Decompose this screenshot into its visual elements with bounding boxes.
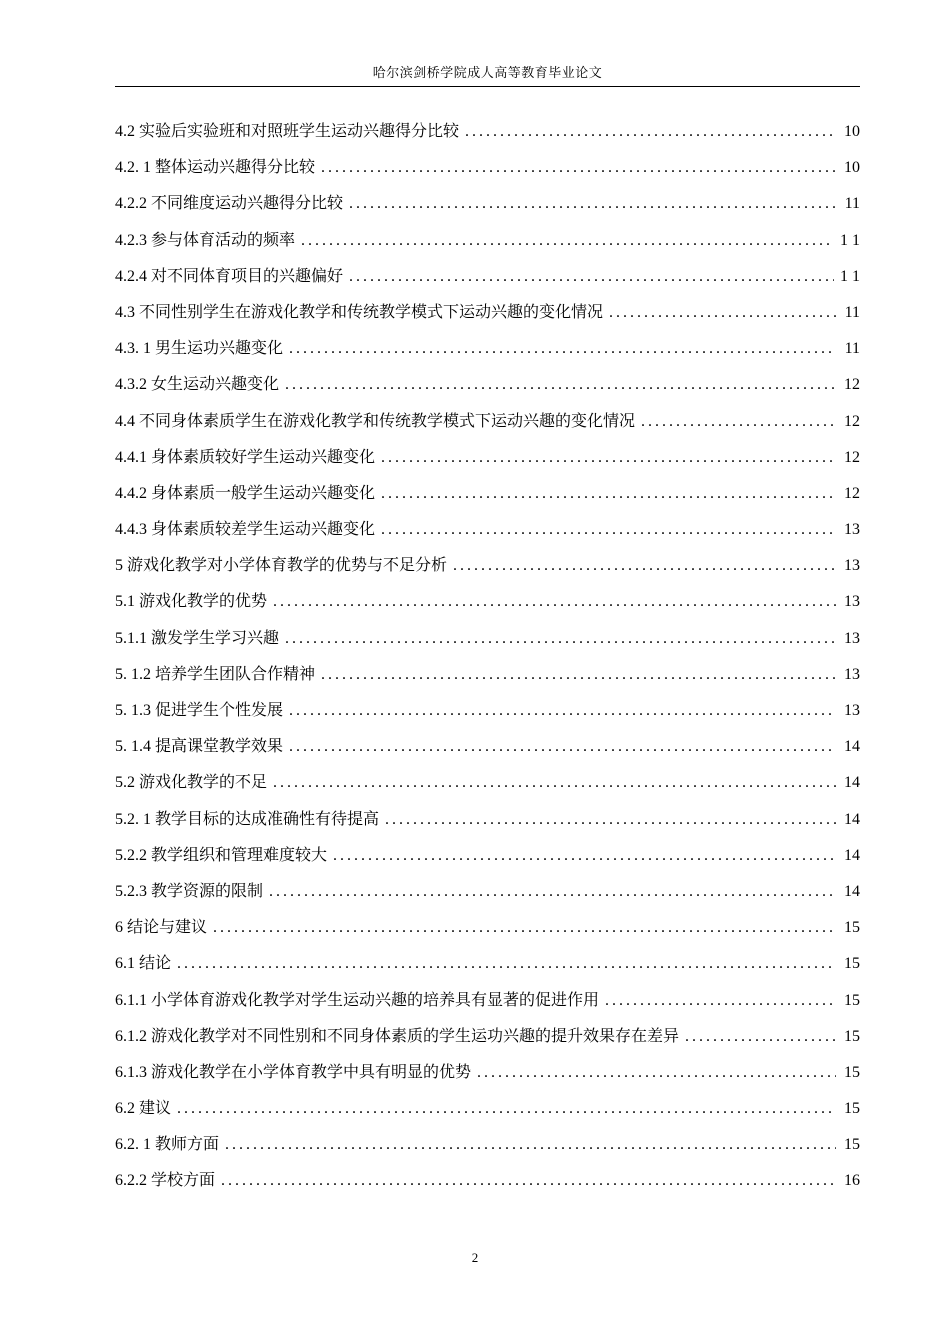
- toc-dot-leader: [273, 584, 836, 620]
- toc-entry-title: 6.1.1 小学体育游戏化教学对学生运动兴趣的培养具有显著的促进作用: [115, 991, 600, 1009]
- toc-entry[interactable]: [115, 838, 860, 874]
- toc-dot-leader: [349, 186, 836, 222]
- toc-dot-leader: [385, 802, 836, 838]
- toc-entry-title: 4.3 不同性别学生在游戏化教学和传统教学模式下运动兴趣的变化情况: [115, 303, 604, 321]
- toc-dot-leader: [269, 874, 836, 910]
- toc-entry-page: 13: [844, 629, 860, 647]
- toc-entry[interactable]: [115, 440, 860, 476]
- toc-entry-title: 4.4 不同身体素质学生在游戏化教学和传统教学模式下运动兴趣的变化情况: [115, 412, 636, 430]
- toc-entry[interactable]: [115, 1127, 860, 1163]
- toc-dot-leader: [289, 693, 836, 729]
- toc-entry-title: 4.2.2 不同维度运动兴趣得分比较: [115, 195, 344, 213]
- toc-entry[interactable]: [115, 295, 860, 331]
- toc-entry[interactable]: [115, 910, 860, 946]
- toc-entry-title: 5.2 游戏化教学的不足: [115, 774, 268, 792]
- toc-entry-page: 11: [844, 195, 860, 213]
- toc-entry[interactable]: [115, 259, 860, 295]
- toc-entry-page: 14: [844, 738, 860, 756]
- toc-dot-leader: [641, 404, 836, 440]
- toc-entry[interactable]: [115, 114, 860, 150]
- toc-entry[interactable]: [115, 476, 860, 512]
- toc-entry-title: 6.1.2 游戏化教学对不同性别和不同身体素质的学生运功兴趣的提升效果存在差异: [115, 1027, 680, 1045]
- toc-entry[interactable]: [115, 1163, 860, 1199]
- toc-entry-title: 4.3.2 女生运动兴趣变化: [115, 376, 280, 394]
- toc-entry-page: 10: [844, 159, 860, 177]
- toc-entry-title: 4.4.2 身体素质一般学生运动兴趣变化: [115, 484, 376, 502]
- toc-dot-leader: [605, 983, 836, 1019]
- toc-entry-page: 14: [844, 810, 860, 828]
- toc-entry-page: 13: [844, 521, 860, 539]
- toc-dot-leader: [289, 331, 836, 367]
- toc-entry-title: 5.1.1 激发学生学习兴趣: [115, 629, 280, 647]
- toc-entry-title: 6.2.2 学校方面: [115, 1172, 216, 1190]
- toc-entry-page: 13: [844, 665, 860, 683]
- toc-entry-page: 1 1: [840, 267, 860, 285]
- toc-dot-leader: [609, 295, 836, 331]
- toc-dot-leader: [381, 512, 836, 548]
- toc-dot-leader: [289, 729, 836, 765]
- toc-entry[interactable]: [115, 548, 860, 584]
- toc-entry-page: 15: [844, 1100, 860, 1118]
- toc-dot-leader: [225, 1127, 836, 1163]
- toc-entry[interactable]: [115, 186, 860, 222]
- toc-entry-title: 5.2.2 教学组织和管理难度较大: [115, 846, 328, 864]
- toc-entry-page: 14: [844, 882, 860, 900]
- toc-entry-title: 5. 1.2 培养学生团队合作精神: [115, 665, 316, 683]
- toc-entry[interactable]: [115, 657, 860, 693]
- toc-entry-title: 6.1.3 游戏化教学在小学体育教学中具有明显的优势: [115, 1063, 472, 1081]
- toc-entry-page: 14: [844, 846, 860, 864]
- toc-entry[interactable]: [115, 150, 860, 186]
- toc-entry[interactable]: [115, 331, 860, 367]
- toc-entry-page: 10: [844, 123, 860, 140]
- toc-entry[interactable]: [115, 512, 860, 548]
- toc-entry[interactable]: [115, 802, 860, 838]
- toc-entry-title: 4.2. 1 整体运动兴趣得分比较: [115, 159, 316, 177]
- toc-dot-leader: [381, 440, 836, 476]
- toc-entry-page: 11: [844, 340, 860, 358]
- toc-entry-page: 13: [844, 557, 860, 575]
- toc-dot-leader: [453, 548, 836, 584]
- toc-entry-title: 4.2 实验后实验班和对照班学生运动兴趣得分比较: [115, 123, 460, 140]
- toc-entry-page: 1 1: [840, 231, 860, 249]
- toc-dot-leader: [381, 476, 836, 512]
- toc-entry-page: 16: [844, 1172, 860, 1190]
- toc-entry-title: 5. 1.3 促进学生个性发展: [115, 702, 284, 719]
- toc-dot-leader: [221, 1163, 836, 1199]
- toc-entry-page: 15: [844, 1027, 860, 1045]
- toc-entry[interactable]: [115, 874, 860, 910]
- toc-entry-title: 6.2. 1 教师方面: [115, 1136, 220, 1154]
- toc-dot-leader: [685, 1019, 836, 1055]
- page-number: 2: [471, 1250, 479, 1265]
- toc-entry-title: 4.2.4 对不同体育项目的兴趣偏好: [115, 267, 344, 285]
- toc-dot-leader: [273, 765, 836, 801]
- toc-entry-title: 6 结论与建议: [115, 919, 208, 937]
- toc-entry-page: 13: [844, 593, 860, 611]
- toc-entry-page: 15: [844, 1136, 860, 1154]
- toc-entry-title: 4.2.3 参与体育活动的频率: [115, 231, 296, 249]
- toc-entry-title: 4.3. 1 男生运功兴趣变化: [115, 340, 284, 358]
- toc-entry-title: 5.2.3 教学资源的限制: [115, 882, 264, 900]
- toc-dot-leader: [301, 223, 834, 259]
- toc-dot-leader: [333, 838, 836, 874]
- toc-entry-title: 5 游戏化教学对小学体育教学的优势与不足分析: [115, 557, 448, 575]
- header-divider: [115, 86, 860, 87]
- toc-entry-title: 5.2. 1 教学目标的达成准确性有待提高: [115, 810, 380, 828]
- toc-dot-leader: [321, 657, 836, 693]
- toc-entry[interactable]: [115, 1091, 860, 1127]
- toc-entry-title: 4.4.3 身体素质较差学生运动兴趣变化: [115, 521, 376, 539]
- toc-entry-page: 12: [844, 448, 860, 466]
- toc-entry-title: 5.1 游戏化教学的优势: [115, 593, 268, 611]
- toc-dot-leader: [285, 367, 836, 403]
- toc-dot-leader: [477, 1055, 836, 1091]
- toc-entry[interactable]: [115, 584, 860, 620]
- toc-entry-page: 12: [844, 376, 860, 394]
- table-of-contents: [115, 114, 860, 1200]
- toc-entry-page: 12: [844, 484, 860, 502]
- page-header: 哈尔滨剑桥学院成人高等教育毕业论文: [372, 65, 603, 80]
- toc-entry[interactable]: [115, 983, 860, 1019]
- toc-entry[interactable]: [115, 223, 860, 259]
- toc-entry[interactable]: [115, 946, 860, 982]
- toc-entry[interactable]: [115, 729, 860, 765]
- toc-entry-page: 12: [844, 412, 860, 430]
- toc-entry-title: 5. 1.4 提高课堂教学效果: [115, 738, 284, 756]
- toc-entry[interactable]: [115, 1019, 860, 1055]
- toc-entry-title: 4.4.1 身体素质较好学生运动兴趣变化: [115, 448, 376, 466]
- toc-entry-title: 6.2 建议: [115, 1100, 172, 1118]
- toc-entry-page: 15: [844, 919, 860, 937]
- toc-entry-page: 15: [844, 991, 860, 1009]
- toc-dot-leader: [321, 150, 836, 186]
- toc-entry-page: 11: [844, 303, 860, 321]
- toc-entry[interactable]: [115, 367, 860, 403]
- toc-dot-leader: [213, 910, 836, 946]
- toc-entry[interactable]: [115, 404, 860, 440]
- toc-entry[interactable]: [115, 621, 860, 657]
- toc-entry-page: 13: [844, 702, 860, 719]
- toc-entry-page: 15: [844, 1063, 860, 1081]
- toc-entry[interactable]: [115, 693, 860, 729]
- toc-dot-leader: [177, 1091, 836, 1127]
- toc-entry[interactable]: [115, 765, 860, 801]
- toc-entry-page: 14: [844, 774, 860, 792]
- toc-dot-leader: [465, 114, 836, 150]
- toc-entry[interactable]: [115, 1055, 860, 1091]
- toc-dot-leader: [349, 259, 834, 295]
- toc-entry-title: 6.1 结论: [115, 955, 172, 973]
- toc-dot-leader: [285, 621, 836, 657]
- toc-dot-leader: [177, 946, 836, 982]
- toc-entry-page: 15: [844, 955, 860, 973]
